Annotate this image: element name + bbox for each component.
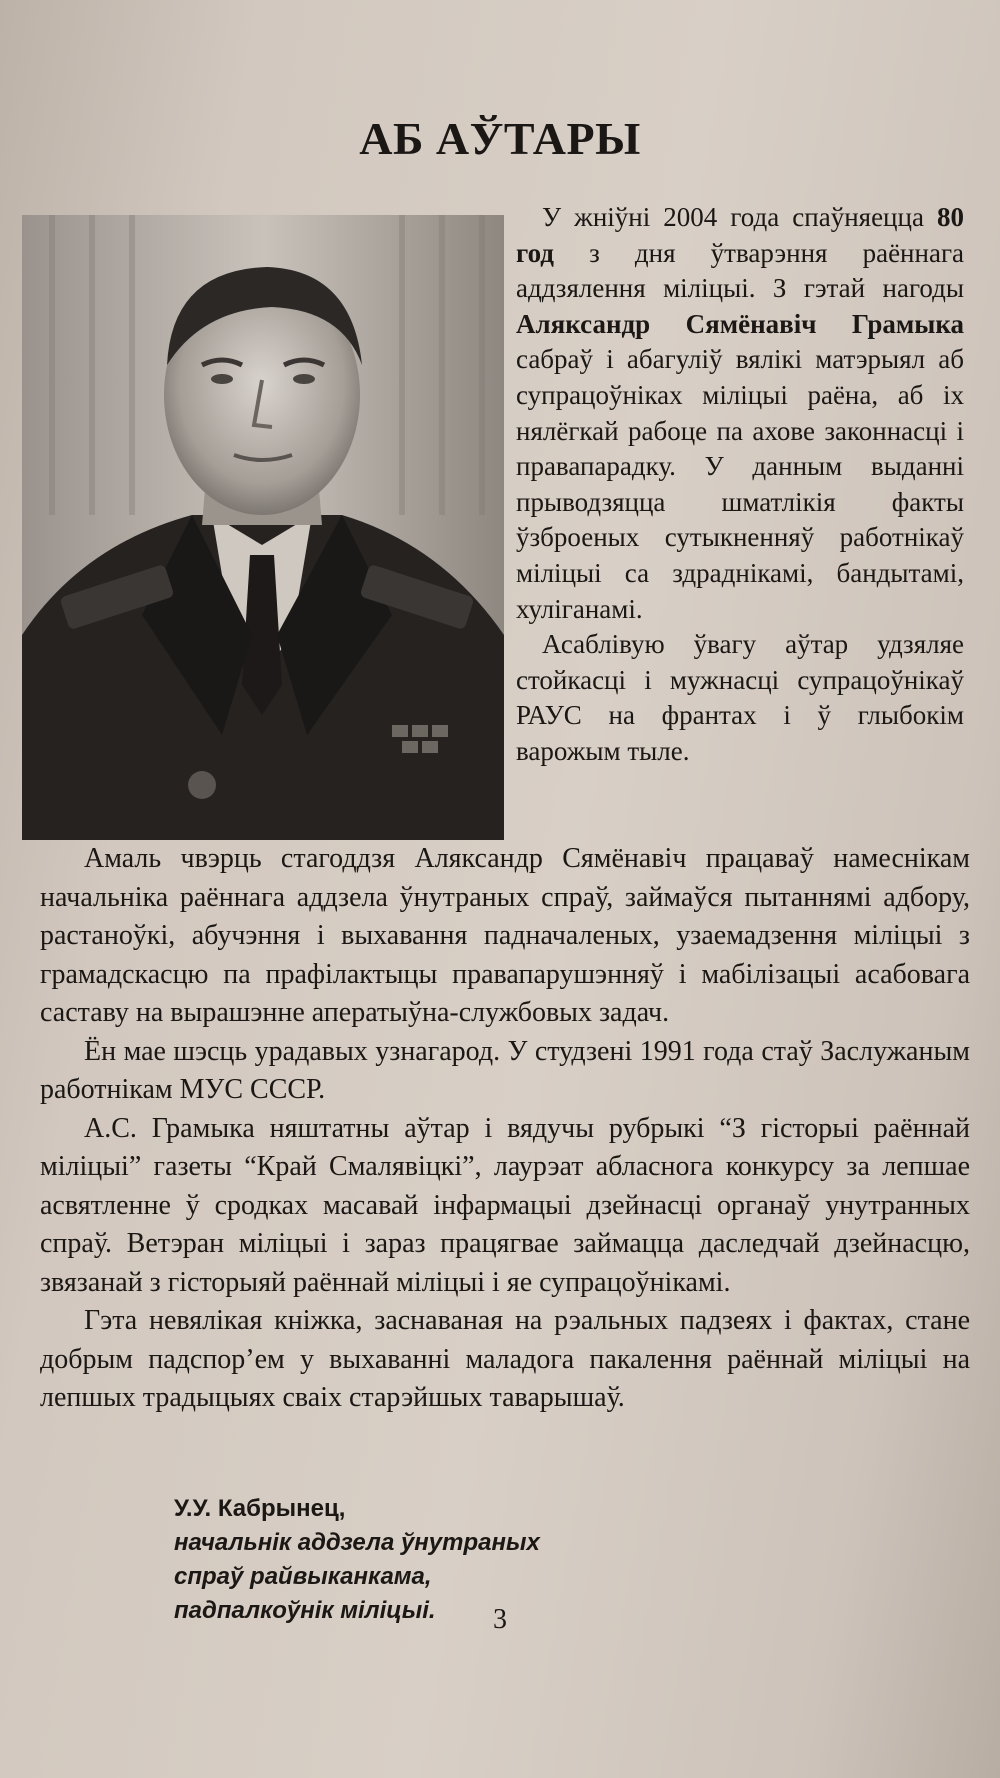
- intro-text: сабраў і абагуліў вялікі матэрыял аб супрацоўніках міліцыі раёна, аб іх нялёгкай рабоце па ахове законнасці і правапарадку. У данным выданні прыводзяцца шматлікія факты ўзброеных сутыкненняў работнікаў міліцыі са здраднікамі, бандытамі, хуліганамі.: [516, 344, 964, 624]
- signature-role-line: спраў райвыканкама,: [174, 1563, 432, 1590]
- page-number: 3: [493, 1604, 507, 1635]
- signature-role-line: начальнік аддзела ўнутраных: [174, 1529, 540, 1556]
- body-paragraph: Гэта невялікая кніжка, заснаваная на рэальных падзеях і фактах, стане добрым падспор’ем у выхаванні маладога пакалення раённай міліцыі на лепшых традыцыях сваіх старэйшых таварышаў.: [40, 1305, 970, 1413]
- signature-name: У.У. Кабрынец,: [174, 1495, 346, 1522]
- author-portrait-photo: [22, 215, 504, 840]
- intro-text: У жніўні 2004 года спаўняецца: [542, 202, 937, 232]
- body-paragraph: А.С. Грамыка няштатны аўтар і вядучы рубрыкі “З гісторыі раённай міліцыі” газеты “Край Смалявіцкі”, лаурэат абласнога конкурсу за лепшае асвятленне ў сродках масавай інфармацыі дзейнасці органаў унутранных спраў. Ветэран міліцыі і зараз працягвае займацца даследчай дзейнасцю, звязанай з гісторыяй раённай міліцыі і яе супрацоўнікамі.: [40, 1112, 970, 1298]
- intro-text: з дня ўтварэння раённага аддзялення міліцыі. З гэтай нагоды: [516, 237, 964, 304]
- body-paragraph: Амаль чвэрць стагоддзя Аляксандр Сямёнавіч працаваў намеснікам начальніка раённага аддзела ўнутраных спраў, займаўся пытаннямі адбору, растаноўкі, абучэння і выхавання падначаленых, узаемадзення міліцыі з грамадскасцю па прафілактыцы правапарушэнняў і мабілізацыі асабовага саставу на вырашэнне аператыўна-службовых задач.: [40, 843, 970, 1028]
- intro-paragraph-2: Асаблівую ўвагу аўтар удзяляе стойкасці і мужнасці супрацоўнікаў РАУС на франтах і ў глыбокім варожым тыле.: [516, 629, 964, 766]
- page-title: АБ АЎТАРЫ: [359, 113, 641, 164]
- signature-role-line: падпалкоўнік міліцыі.: [174, 1597, 436, 1624]
- intro-paragraph-1: [516, 200, 964, 627]
- main-text: [40, 840, 970, 1418]
- anniversary-years: 80 год: [516, 202, 964, 268]
- intro-text-column: [516, 200, 964, 770]
- body-paragraph: Ён мае шэсць урадавых узнагарод. У студзені 1991 года стаў Заслужаным работнікам МУС СССР.: [40, 1035, 970, 1105]
- author-name: Аляксандр Сямёнавіч Грамыка: [516, 308, 964, 339]
